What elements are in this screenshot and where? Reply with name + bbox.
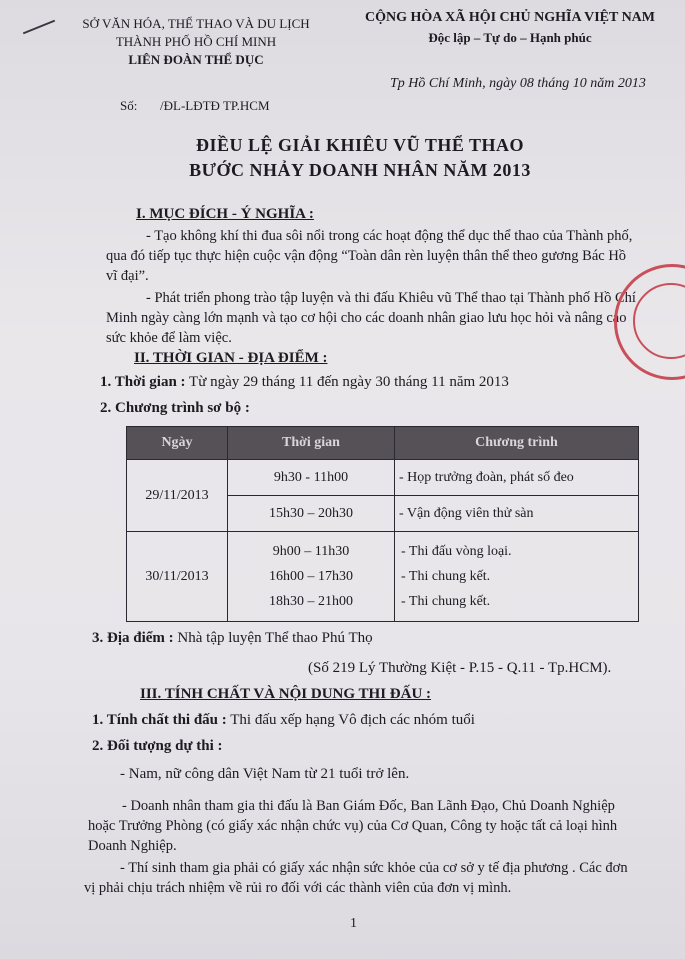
program-label: 2. Chương trình sơ bộ :	[100, 400, 250, 416]
nature-label: 1. Tính chất thi đấu :	[92, 712, 227, 728]
schedule-time: 15h30 – 20h30	[228, 496, 395, 532]
venue-address: (Số 219 Lý Thường Kiệt - P.15 - Q.11 - Tp.HCM).	[308, 660, 612, 676]
schedule-time: 18h30 – 21h00	[269, 594, 353, 609]
participants-label: 2. Đối tượng dự thi :	[92, 738, 223, 754]
schedule-date-1: 29/11/2013	[127, 460, 228, 532]
participants-paragraph-2: - Doanh nhân tham gia thi đấu là Ban Giám Đốc, Ban Lãnh Đạo, Chủ Doanh Nghiệp hoặc Trưởng Phòng (có giấy xác nhận chức vụ) của Cơ Quan, Công ty hoặc tất cả loại hình Doanh Nghiệp.	[88, 798, 618, 854]
schedule-program: - Họp trưởng đoàn, phát số đeo	[395, 460, 639, 496]
pen-mark	[23, 20, 55, 35]
org-line-1: SỞ VĂN HÓA, THỂ THAO VÀ DU LỊCH	[82, 16, 310, 31]
venue-value: Nhà tập luyện Thể thao Phú Thọ	[177, 630, 373, 646]
schedule-time: 9h30 - 11h00	[228, 460, 395, 496]
country-motto: Độc lập – Tự do – Hạnh phúc	[428, 30, 592, 45]
section-2-heading: II. THỜI GIAN - ĐỊA ĐIỂM :	[134, 350, 328, 366]
org-line-2: THÀNH PHỐ HỒ CHÍ MINH	[115, 34, 277, 49]
section-1-heading: I. MỤC ĐÍCH - Ý NGHĨA :	[136, 206, 314, 222]
page-number: 1	[350, 916, 357, 931]
nature-value: Thi đấu xếp hạng Vô địch các nhóm tuổi	[230, 712, 475, 728]
participants-paragraph-1: - Nam, nữ công dân Việt Nam từ 21 tuổi trở lên.	[120, 766, 410, 782]
participants-paragraph-3: - Thí sinh tham gia phải có giấy xác nhận sức khỏe của cơ sở y tế địa phương . Các đơn vị phải chịu trách nhiệm về rủi ro đối với các thành viên của đơn vị mình.	[84, 860, 628, 896]
schedule-program: - Vận động viên thử sàn	[395, 496, 639, 532]
section-1-paragraph-2: - Phát triển phong trào tập luyện và thi đấu Khiêu vũ Thể thao tại Thành phố Hồ Chí Minh ngày càng lớn mạnh và tạo cơ hội cho các doanh nhân giao lưu học hỏi và nâng cao sức khỏe để làm việc.	[106, 290, 636, 346]
country-title: CỘNG HÒA XÃ HỘI CHỦ NGHĨA VIỆT NAM	[364, 10, 655, 25]
schedule-program: - Thi chung kết.	[401, 594, 491, 609]
venue-label: 3. Địa điểm :	[92, 630, 174, 646]
col-header-date: Ngày	[127, 427, 228, 460]
document-number-label: Số:	[120, 98, 138, 113]
time-value: Từ ngày 29 tháng 11 đến ngày 30 tháng 11 năm 2013	[189, 374, 509, 390]
schedule-table	[126, 426, 639, 622]
issue-date: Tp Hồ Chí Minh, ngày 08 tháng 10 năm 2013	[390, 76, 646, 91]
org-line-3: LIÊN ĐOÀN THỂ DỤC	[128, 52, 264, 67]
document-number: /ĐL-LĐTĐ TP.HCM	[160, 98, 270, 113]
schedule-time: 9h00 – 11h30	[272, 544, 350, 559]
col-header-time: Thời gian	[228, 427, 395, 460]
doc-title-line-2: BƯỚC NHẢY DOANH NHÂN NĂM 2013	[189, 160, 531, 180]
doc-title-line-1: ĐIỀU LỆ GIẢI KHIÊU VŨ THỂ THAO	[195, 135, 525, 155]
schedule-program: - Thi chung kết.	[401, 569, 491, 584]
time-label: 1. Thời gian :	[100, 374, 186, 390]
section-1-paragraph-1: - Tạo không khí thi đua sôi nổi trong các hoạt động thể dục thể thao của Thành phố, qua đó tiếp tục thực hiện cuộc vận động “Toàn dân rèn luyện thân thể theo gương Bác Hồ vĩ đại”.	[106, 228, 633, 284]
col-header-program: Chương trình	[395, 427, 639, 460]
schedule-program: - Thi đấu vòng loại.	[401, 544, 512, 559]
schedule-date-2: 30/11/2013	[127, 532, 228, 622]
section-3-heading: III. TÍNH CHẤT VÀ NỘI DUNG THI ĐẤU :	[140, 686, 432, 702]
schedule-time: 16h00 – 17h30	[269, 569, 353, 584]
